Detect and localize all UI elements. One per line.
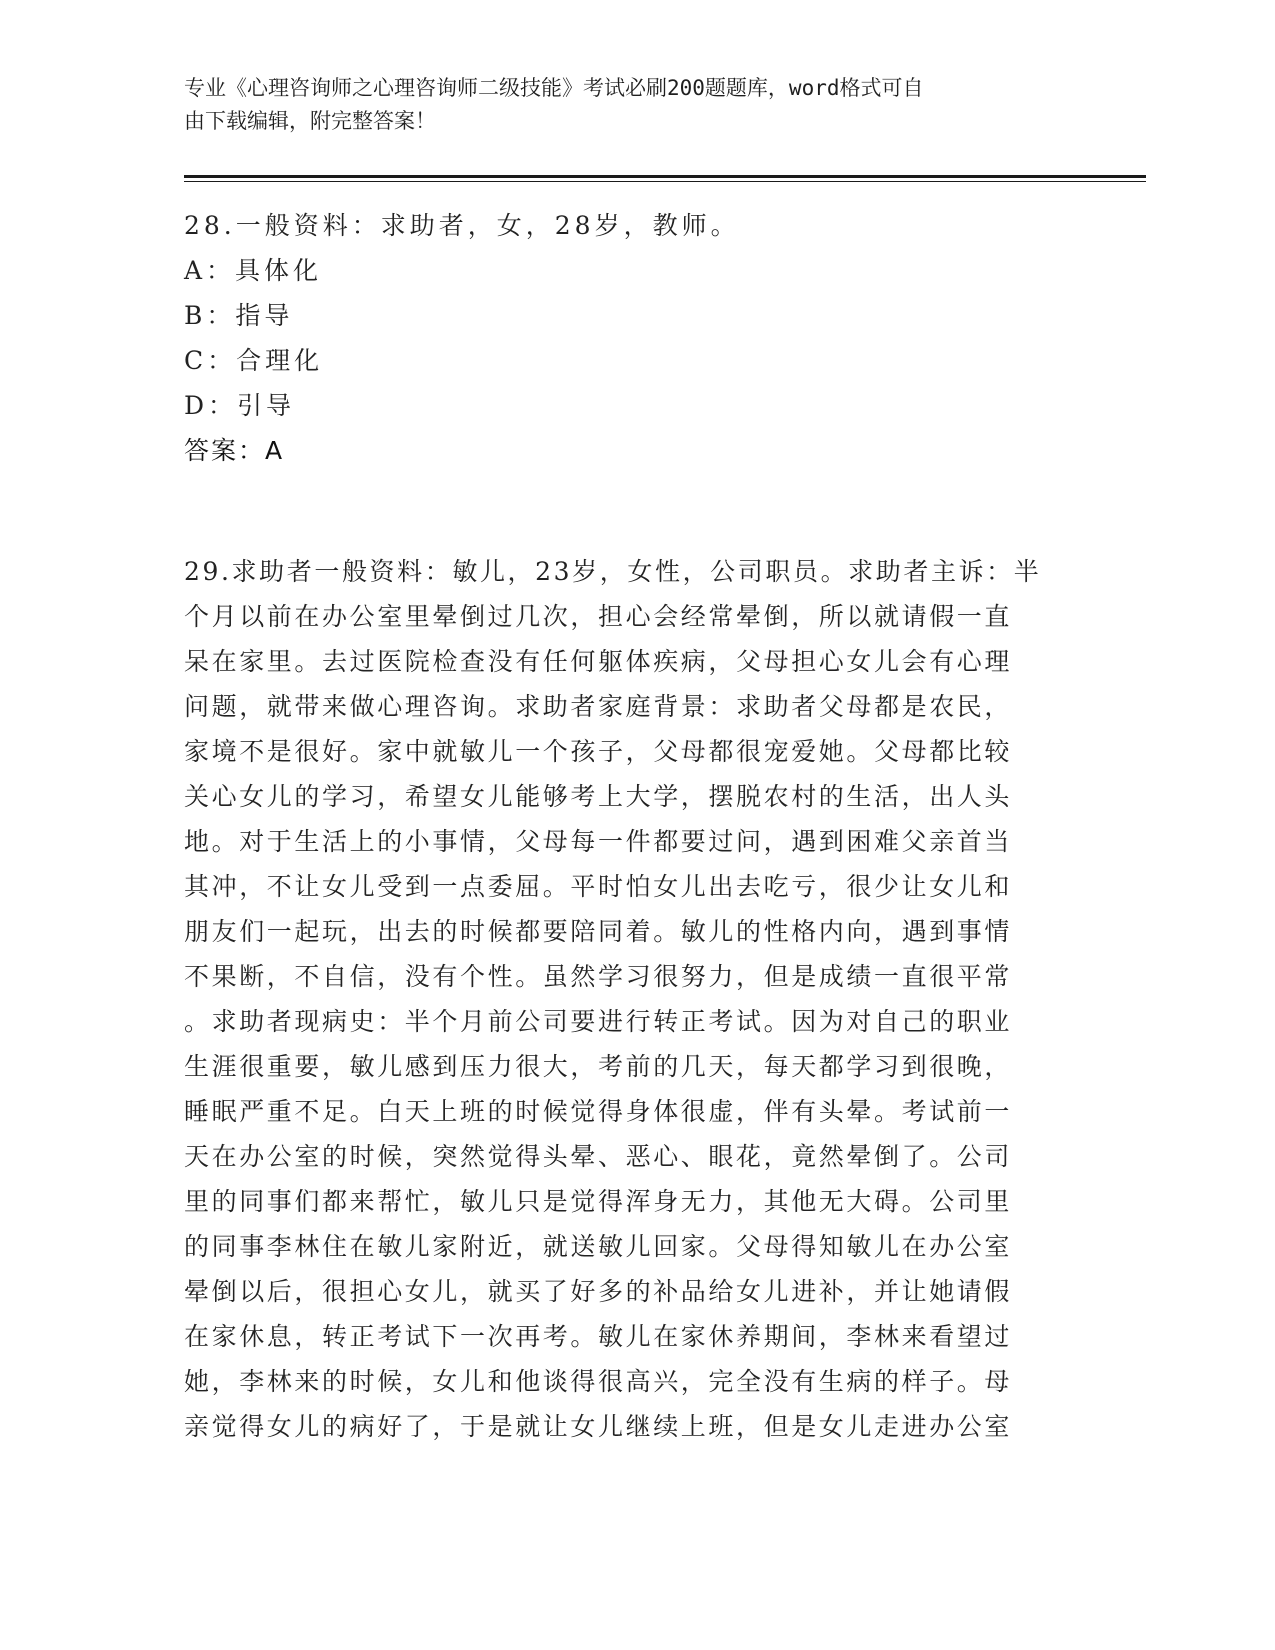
paragraph-line: 亲觉得女儿的病好了，于是就让女儿继续上班，但是女儿走进办公室 [184,1412,1013,1441]
header-line-1: 专业《心理咨询师之心理咨询师二级技能》考试必刷200题题库，word格式可自 [184,76,924,100]
paragraph-line: 问题，就带来做心理咨询。求助者家庭背景：求助者父母都是农民， [184,692,1013,721]
paragraph-line: 在家休息，转正考试下一次再考。敏儿在家休养期间，李林来看望过 [184,1322,1013,1351]
header-line-2: 由下载编辑，附完整答案！ [184,109,436,133]
question-28 [184,203,1084,473]
paragraph-line: 晕倒以后，很担心女儿，就买了好多的补品给女儿进补，并让她请假 [184,1277,1013,1306]
option-c: C：合理化 [184,346,324,375]
paragraph-line: 的同事李林住在敏儿家附近，就送敏儿回家。父母得知敏儿在办公室 [184,1232,1013,1261]
header-divider-thick [184,175,1146,178]
paragraph-line: 睡眠严重不足。白天上班的时候觉得身体很虚，伴有头晕。考试前一 [184,1097,1013,1126]
paragraph-line: 里的同事们都来帮忙，敏儿只是觉得浑身无力，其他无大碍。公司里 [184,1187,1013,1216]
answer-label: 答案：A [184,436,285,465]
question-29 [184,549,1084,1449]
paragraph-line: 29.求助者一般资料：敏儿，23岁，女性，公司职员。求助者主诉：半 [184,557,1042,586]
paragraph-line: 不果断，不自信，没有个性。虽然学习很努力，但是成绩一直很平常 [184,962,1013,991]
header-divider-thin [184,181,1146,182]
paragraph-line: 呆在家里。去过医院检查没有任何躯体疾病，父母担心女儿会有心理 [184,647,1013,676]
option-b: B：指导 [184,301,294,330]
paragraph-line: 地。对于生活上的小事情，父母每一件都要过问，遇到困难父亲首当 [184,827,1013,856]
paragraph-line: 其冲，不让女儿受到一点委屈。平时怕女儿出去吃亏，很少让女儿和 [184,872,1013,901]
paragraph-line: 朋友们一起玩，出去的时候都要陪同着。敏儿的性格内向，遇到事情 [184,917,1013,946]
paragraph-line: 个月以前在办公室里晕倒过几次，担心会经常晕倒，所以就请假一直 [184,602,1013,631]
question-stem: 28.一般资料：求助者，女，28岁，教师。 [184,211,740,240]
paragraph-line: 她，李林来的时候，女儿和他谈得很高兴，完全没有生病的样子。母 [184,1367,1013,1396]
document-header [184,72,1064,138]
option-d: D：引导 [184,391,296,420]
paragraph-line: 家境不是很好。家中就敏儿一个孩子，父母都很宠爱她。父母都比较 [184,737,1013,766]
paragraph-line: 生涯很重要，敏儿感到压力很大，考前的几天，每天都学习到很晚， [184,1052,1013,1081]
paragraph-line: 。求助者现病史：半个月前公司要进行转正考试。因为对自己的职业 [184,1007,1013,1036]
paragraph-line: 关心女儿的学习，希望女儿能够考上大学，摆脱农村的生活，出人头 [184,782,1013,811]
option-a: A：具体化 [184,256,323,285]
paragraph-line: 天在办公室的时候，突然觉得头晕、恶心、眼花，竟然晕倒了。公司 [184,1142,1013,1171]
